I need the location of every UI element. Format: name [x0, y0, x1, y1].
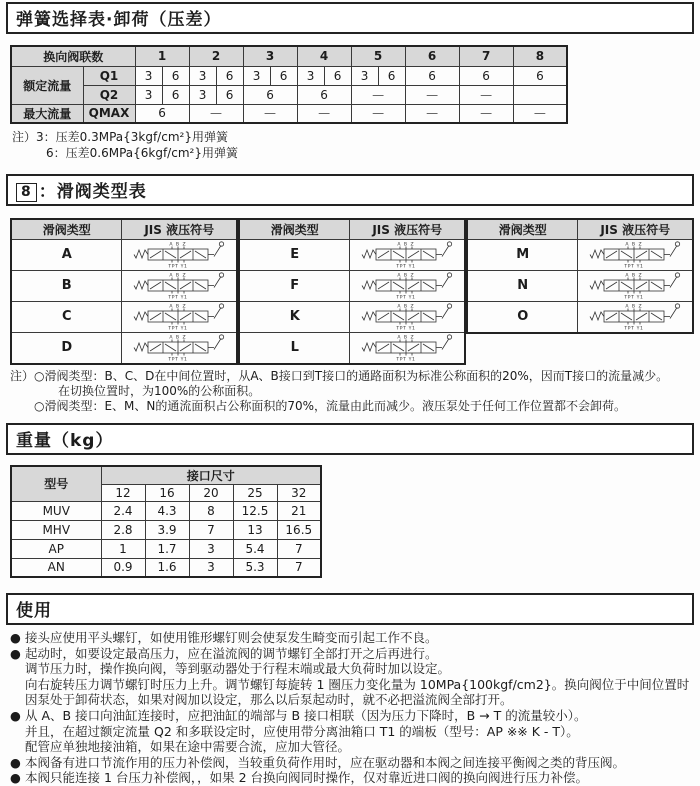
q2-cell: 6 [162, 85, 189, 104]
q2-cell: 6 [297, 85, 351, 104]
spool-type-cell: E [239, 239, 350, 270]
weight-cell: 21 [277, 501, 321, 520]
spool-type-header: 滑阀类型 [467, 219, 578, 239]
weight-cell: 3.9 [145, 520, 189, 539]
q1-cell: 6 [270, 66, 297, 85]
jis-symbol-cell [350, 301, 465, 332]
section-title-spring [6, 2, 694, 34]
weight-cell: 12.5 [233, 501, 277, 520]
q2-cell: — [351, 85, 405, 104]
spring-col-3: 3 [243, 46, 297, 66]
weight-row [11, 501, 321, 520]
section-number-badge: 8 [16, 183, 37, 202]
jis-symbol-header: JIS 液压符号 [350, 219, 465, 239]
spool-table-middle [238, 218, 466, 365]
spring-title-text: 弹簧选择表·卸荷（压差） [16, 10, 222, 30]
usage-line: 并且，在超过额定流量 Q2 和多联设定时，应使用带分离油箱口 T1 的端板（型号：AP ※※ K - T）。 [25, 723, 579, 739]
spool-type-cell: C [11, 301, 122, 332]
size-header: 12 [101, 484, 145, 501]
q1-cell: 6 [216, 66, 243, 85]
jis-valve-symbol-icon [131, 333, 227, 363]
size-header: 20 [189, 484, 233, 501]
q1-cell: 6 [324, 66, 351, 85]
weight-row [11, 539, 321, 558]
jis-symbol-cell [350, 332, 465, 364]
jis-valve-symbol-icon [131, 271, 227, 301]
spring-col-7: 7 [459, 46, 513, 66]
weight-cell: 5.3 [233, 558, 277, 577]
jis-valve-symbol-icon [587, 302, 683, 332]
spring-note-line: 6：压差0.6MPa{6kgf/cm²}用弹簧 [46, 146, 238, 160]
weight-cell: 7 [277, 539, 321, 558]
qmax-label: QMAX [83, 104, 135, 123]
usage-item [10, 630, 694, 646]
usage-line: 接头应使用平头螺钉，如使用锥形螺钉则会使泵发生畸变而引起工作不良。 [25, 630, 438, 645]
usage-item [10, 755, 694, 771]
bullet-icon: ● [10, 770, 21, 786]
size-header: 25 [233, 484, 277, 501]
max-flow-label: 最大流量 [11, 104, 83, 123]
spring-selection-table [10, 45, 568, 124]
qmax-cell: — [513, 104, 567, 123]
weight-cell: 3 [189, 558, 233, 577]
model-cell: AN [11, 558, 101, 577]
weight-cell: 1 [101, 539, 145, 558]
jis-symbol-cell [578, 270, 693, 301]
usage-title-text: 使用 [16, 601, 52, 621]
spool-tables [10, 218, 694, 365]
spool-note-line: 在切换位置时，为100%的公称面积。 [58, 383, 261, 398]
jis-symbol-cell [122, 301, 237, 332]
usage-item [10, 646, 694, 708]
weight-cell: 1.7 [145, 539, 189, 558]
q1-label: Q1 [83, 66, 135, 85]
spool-type-cell: M [467, 239, 578, 270]
jis-symbol-cell [122, 239, 237, 270]
weight-cell: 4.3 [145, 501, 189, 520]
section-title-usage [6, 593, 694, 625]
rated-flow-label: 额定流量 [11, 66, 83, 104]
model-header: 型号 [11, 466, 101, 502]
weight-title-text: 重量（kg） [16, 430, 114, 451]
size-header: 16 [145, 484, 189, 501]
qmax-cell: — [297, 104, 351, 123]
jis-valve-symbol-icon [131, 240, 227, 270]
spool-type-cell: K [239, 301, 350, 332]
qmax-cell: — [405, 104, 459, 123]
jis-symbol-cell [578, 301, 693, 333]
port-size-header: 接口尺寸 [101, 466, 321, 485]
bullet-icon: ● [10, 630, 21, 645]
q1-cell: 3 [351, 66, 378, 85]
section-title-weight [6, 423, 694, 455]
weight-cell: 16.5 [277, 520, 321, 539]
spool-table-left [10, 218, 238, 365]
section-title-spool [6, 174, 694, 206]
weight-cell: 3 [189, 539, 233, 558]
q1-cell: 6 [405, 66, 459, 85]
jis-valve-symbol-icon [359, 240, 455, 270]
qmax-cell: — [459, 104, 513, 123]
jis-valve-symbol-icon [131, 302, 227, 332]
q1-cell: 3 [297, 66, 324, 85]
bullet-icon: ● [10, 645, 21, 661]
jis-symbol-cell [122, 270, 237, 301]
jis-valve-symbol-icon [359, 302, 455, 332]
spring-col-1: 1 [135, 46, 189, 66]
usage-item [10, 770, 694, 786]
jis-symbol-header: JIS 液压符号 [122, 219, 237, 239]
bullet-icon: ● [10, 707, 21, 723]
qmax-cell: — [351, 104, 405, 123]
weight-cell: 5.4 [233, 539, 277, 558]
q2-cell: 3 [189, 85, 216, 104]
usage-item [10, 708, 694, 755]
spool-title-text: ：滑阀类型表 [38, 182, 147, 202]
q1-cell: 6 [162, 66, 189, 85]
spool-type-cell: N [467, 270, 578, 301]
qmax-cell: — [243, 104, 297, 123]
weight-cell: 13 [233, 520, 277, 539]
usage-line: 配管应单独地接油箱，如果在途中需要合流，应加大管径。 [25, 739, 351, 755]
jis-valve-symbol-icon [587, 271, 683, 301]
usage-line: 本阀备有进口节流作用的压力补偿阀，当较重负荷作用时，应在驱动器和本阀之间连接平衡阀之类的背压阀。 [25, 754, 626, 770]
spool-note-line: ○滑阀类型：E、M、N的通流面积占公称面积的70%，流量由此而减少。液压泵处于任何工作位置都不会卸荷。 [34, 398, 627, 413]
spool-type-header: 滑阀类型 [239, 219, 350, 239]
weight-cell: 7 [277, 558, 321, 577]
spring-col-6: 6 [405, 46, 459, 66]
jis-symbol-header: JIS 液压符号 [578, 219, 693, 239]
jis-valve-symbol-icon [359, 271, 455, 301]
usage-line: 向右旋转压力调节螺钉时压力上升。调节螺钉每旋转 1 圈压力变化量为 10MPa{100kgf/cm2}。换向阀位于中间位置时因泵处于卸荷状态，如果对阀加以设定，那么以后泵起动时，就不必把溢流阀全部打开。 [25, 676, 690, 708]
spool-type-cell: A [11, 239, 122, 270]
spring-col-2: 2 [189, 46, 243, 66]
weight-row [11, 520, 321, 539]
q1-cell: 3 [243, 66, 270, 85]
model-cell: MUV [11, 501, 101, 520]
weight-cell: 8 [189, 501, 233, 520]
spool-notes [10, 369, 694, 414]
spring-notes [12, 129, 694, 161]
usage-line: 调节压力时，操作换向阀，等到驱动器处于行程末端或最大负荷时加以设定。 [25, 661, 451, 677]
spring-header-label: 换向阀联数 [11, 46, 135, 66]
spool-type-header: 滑阀类型 [11, 219, 122, 239]
spring-col-4: 4 [297, 46, 351, 66]
weight-cell: 2.8 [101, 520, 145, 539]
jis-valve-symbol-icon [587, 240, 683, 270]
jis-symbol-cell [578, 239, 693, 270]
usage-notes [10, 630, 694, 786]
spring-note-line: 注）3：压差0.3MPa{3kgf/cm²}用弹簧 [12, 130, 228, 144]
spool-type-cell: O [467, 301, 578, 333]
usage-line: 从 A、B 接口向油缸连接时，应把油缸的端部与 B 接口相联（因为压力下降时，B → T 的流量较小）。 [25, 707, 587, 723]
weight-cell: 1.6 [145, 558, 189, 577]
qmax-cell: 6 [135, 104, 189, 123]
qmax-cell: — [189, 104, 243, 123]
spool-type-cell: D [11, 332, 122, 364]
size-header: 32 [277, 484, 321, 501]
bullet-icon: ● [10, 754, 21, 770]
q2-cell: 6 [243, 85, 297, 104]
q2-cell: 3 [135, 85, 162, 104]
spring-col-8: 8 [513, 46, 567, 66]
spool-note-line: 注）○滑阀类型：B、C、D在中间位置时，从A、B接口到T接口的通路面积为标准公称面积的20%，因而T接口的流量减少。 [10, 368, 669, 383]
spring-col-5: 5 [351, 46, 405, 66]
spool-type-cell: F [239, 270, 350, 301]
jis-symbol-cell [350, 270, 465, 301]
q2-cell: — [405, 85, 459, 104]
jis-symbol-cell [350, 239, 465, 270]
q1-cell: 6 [459, 66, 513, 85]
q2-cell: 6 [216, 85, 243, 104]
q2-cell: — [459, 85, 513, 104]
weight-cell: 0.9 [101, 558, 145, 577]
usage-line: 起动时，如要设定最高压力，应在溢流阀的调节螺钉全部打开之后再进行。 [25, 645, 438, 661]
q1-cell: 6 [378, 66, 405, 85]
spool-type-cell: B [11, 270, 122, 301]
weight-row [11, 558, 321, 577]
jis-symbol-cell [122, 332, 237, 364]
weight-table [10, 465, 322, 579]
model-cell: MHV [11, 520, 101, 539]
jis-valve-symbol-icon [359, 333, 455, 363]
model-cell: AP [11, 539, 101, 558]
q2-label: Q2 [83, 85, 135, 104]
usage-line: 本阀只能连接 1 台压力补偿阀，，如果 2 台换向阀同时操作，仅对靠近进口阀的换向阀进行压力补偿。 [25, 770, 589, 786]
spool-table-right [466, 218, 694, 334]
weight-cell: 7 [189, 520, 233, 539]
spool-type-cell: L [239, 332, 350, 364]
q1-cell: 6 [513, 66, 567, 85]
weight-cell: 2.4 [101, 501, 145, 520]
q1-cell: 3 [135, 66, 162, 85]
q1-cell: 3 [189, 66, 216, 85]
